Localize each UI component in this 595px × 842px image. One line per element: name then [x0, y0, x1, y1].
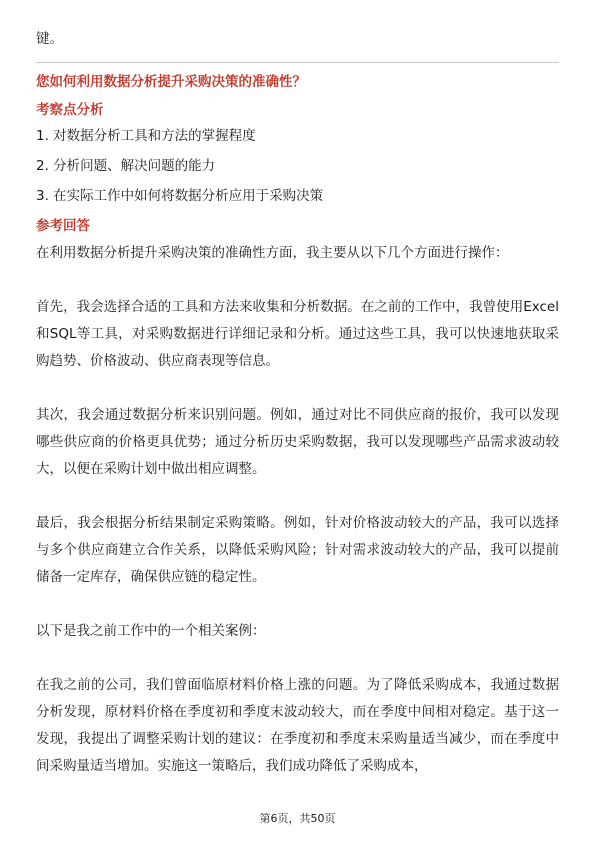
answer-paragraph: 其次，我会通过数据分析来识别问题。例如，通过对比不同供应商的报价，我可以发现哪些供应商的价格更具优势；通过分析历史采购数据，我可以发现哪些产品需求波动较大，以便在采购计划中做出相应调整。: [36, 407, 559, 477]
divider: [36, 62, 559, 63]
analysis-point: 2. 分析问题、解决问题的能力: [36, 158, 216, 174]
answer-body: [36, 240, 559, 780]
answer-paragraph: 最后，我会根据分析结果制定采购策略。例如，针对价格波动较大的产品，我可以选择与多个供应商建立合作关系，以降低采购风险；针对需求波动较大的产品，我可以提前储备一定库存，确保供应链的稳定性。: [36, 515, 559, 585]
answer-paragraph: 首先，我会选择合适的工具和方法来收集和分析数据。在之前的工作中，我曾使用Excel和SQL等工具，对采购数据进行详细记录和分析。通过这些工具，我可以快速地获取采购趋势、价格波动、供应商表现等信息。: [36, 299, 559, 369]
page-number: 第6页，共50页: [259, 812, 336, 825]
analysis-points: [36, 126, 559, 206]
analysis-point: 3. 在实际工作中如何将数据分析应用于采购决策: [36, 188, 324, 204]
answer-paragraph: 以下是我之前工作中的一个相关案例：: [36, 623, 266, 639]
main-content: [36, 72, 559, 807]
analysis-title: 考察点分析: [36, 102, 104, 118]
answer-title: 参考回答: [36, 218, 90, 234]
analysis-point: 1. 对数据分析工具和方法的掌握程度: [36, 128, 256, 144]
previous-page-fragment: 键。: [36, 31, 63, 47]
answer-paragraph: 在我之前的公司，我们曾面临原材料价格上涨的问题。为了降低采购成本，我通过数据分析发现，原材料价格在季度初和季度末波动较大，而在季度中间相对稳定。基于这一发现，我提出了调整采购计划的建议：在季度初和季度末采购量适当减少，而在季度中间采购量适当增加。实施这一策略后，我们成功降低了采购成本，: [36, 677, 559, 774]
answer-paragraph: 在利用数据分析提升采购决策的准确性方面，我主要从以下几个方面进行操作：: [36, 245, 509, 261]
question-heading: 您如何利用数据分析提升采购决策的准确性？: [36, 74, 306, 90]
